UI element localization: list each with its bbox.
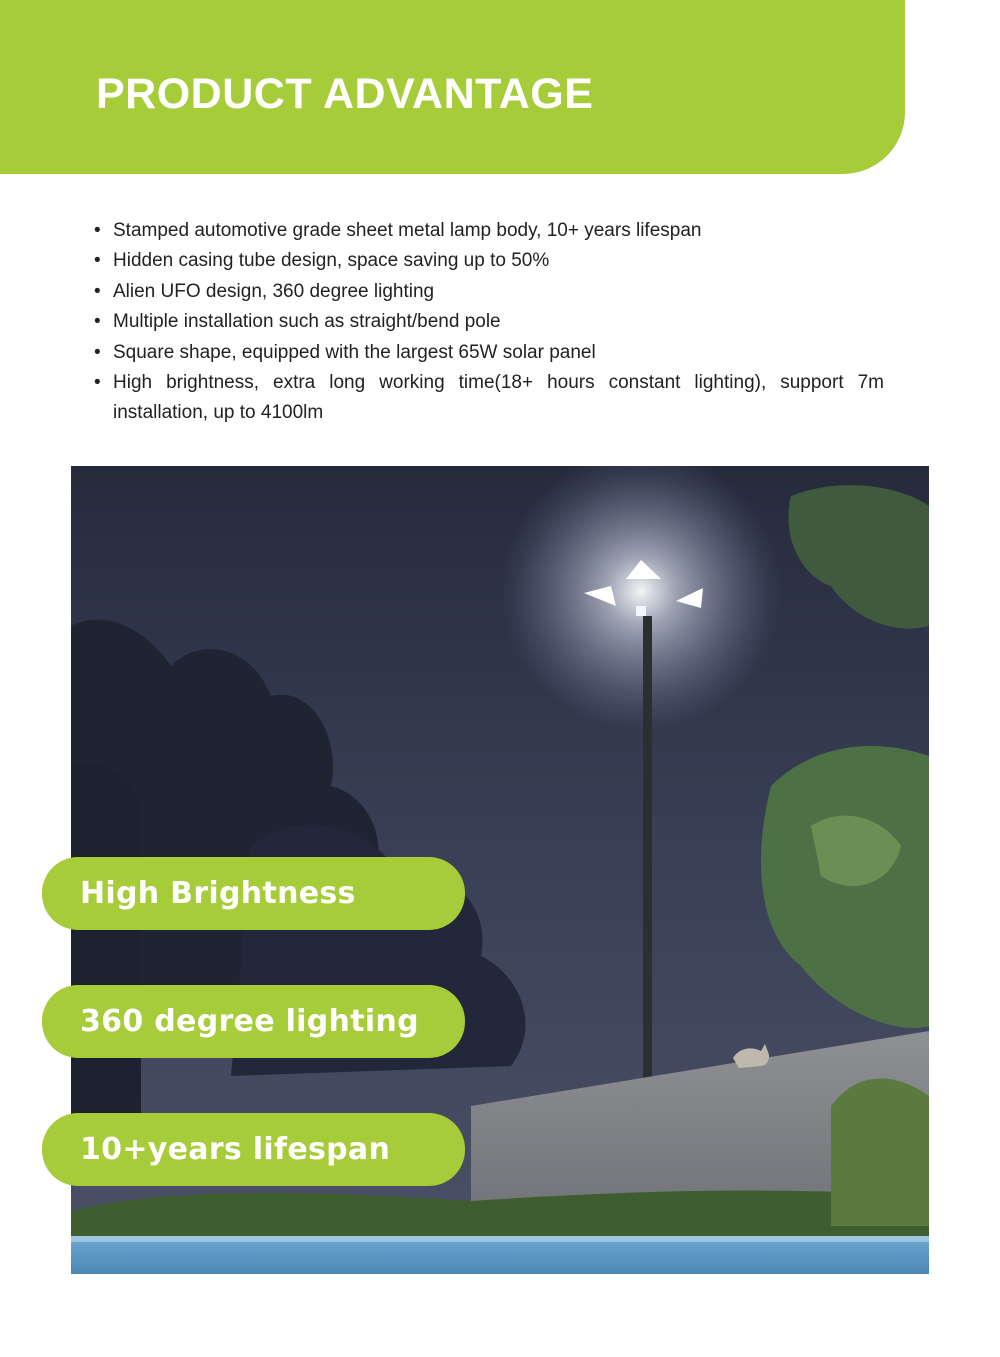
badge-label: High Brightness xyxy=(80,876,356,911)
badge-360-lighting xyxy=(42,985,465,1058)
feature-item: • High brightness, extra long working time(18+ hours constant lighting), support 7m installation, up to 4100lm xyxy=(94,368,884,429)
feature-item: • Hidden casing tube design, space saving up to 50% xyxy=(94,246,884,276)
badge-high-brightness xyxy=(42,857,465,930)
header-band xyxy=(0,0,905,174)
badge-label: 10+years lifespan xyxy=(80,1132,391,1167)
badge-label: 360 degree lighting xyxy=(80,1004,419,1039)
feature-item: • Alien UFO design, 360 degree lighting xyxy=(94,277,884,307)
feature-item: • Multiple installation such as straight/bend pole xyxy=(94,307,884,337)
feature-item: • Stamped automotive grade sheet metal lamp body, 10+ years lifespan xyxy=(94,216,884,246)
badge-lifespan xyxy=(42,1113,465,1186)
feature-list xyxy=(94,216,884,429)
feature-item: • Square shape, equipped with the largest 65W solar panel xyxy=(94,338,884,368)
page-title: PRODUCT ADVANTAGE xyxy=(96,70,594,118)
